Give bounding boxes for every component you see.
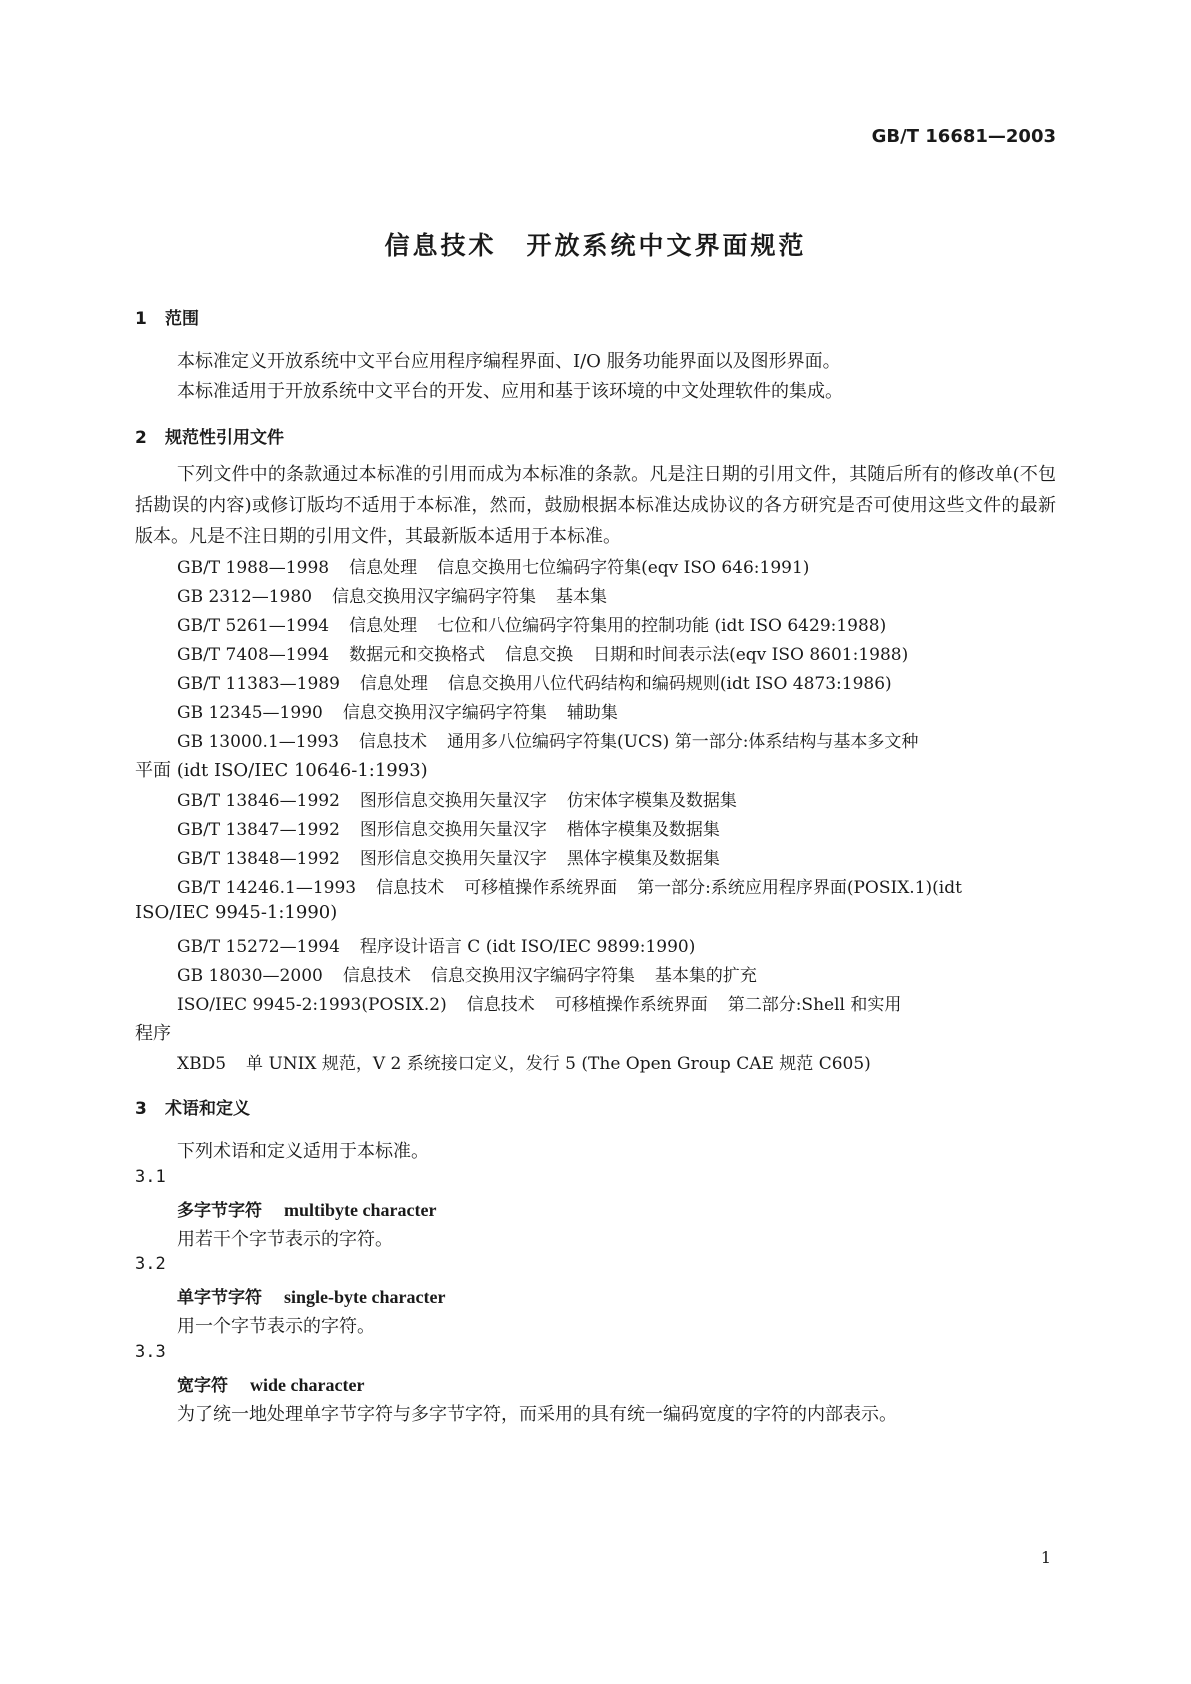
- reference-title: 信息技术: [376, 878, 445, 898]
- term-entry: [177, 1283, 445, 1308]
- page-number: 1: [1040, 1548, 1051, 1567]
- reference-code: GB/T 7408—1994: [177, 645, 330, 665]
- term-number: 3.1: [135, 1167, 166, 1187]
- reference-title: 辅助集: [566, 703, 618, 723]
- term-definition: 用一个字节表示的字符。: [177, 1316, 375, 1337]
- title-part-2: 开放系统中文界面规范: [526, 231, 807, 260]
- section-number: 1: [135, 309, 147, 329]
- reference-title: 通用多八位编码字符集(UCS) 第一部分:体系结构与基本多文种: [447, 732, 919, 752]
- reference-item: [177, 727, 938, 752]
- reference-item: [177, 815, 740, 840]
- section-1-paragraph-1: 本标准定义开放系统中文平台应用程序编程界面、I/O 服务功能界面以及图形界面。: [177, 351, 841, 372]
- section-3-heading: [135, 1094, 250, 1119]
- reference-title: 可移植操作系统界面: [464, 878, 618, 898]
- reference-item: [177, 932, 715, 957]
- reference-title: 日期和时间表示法(eqv ISO 8601:1988): [593, 645, 909, 665]
- reference-title: 信息交换用八位代码结构和编码规则(idt ISO 4873:1986): [447, 674, 892, 694]
- section-title: 规范性引用文件: [165, 428, 284, 448]
- document-title: [0, 226, 1191, 262]
- reference-title: 信息处理: [359, 674, 428, 694]
- reference-code: XBD5: [177, 1054, 227, 1074]
- term-entry: [177, 1371, 364, 1396]
- reference-item: [177, 844, 740, 869]
- section-1-heading: [135, 304, 199, 329]
- reference-title: 信息交换: [505, 645, 574, 665]
- term-english: multibyte character: [284, 1200, 437, 1220]
- reference-code: ISO/IEC 9945-2:1993(POSIX.2): [177, 995, 447, 1015]
- reference-title: 信息处理: [349, 616, 418, 636]
- reference-code: GB 13000.1—1993: [177, 732, 340, 752]
- reference-title: 数据元和交换格式: [349, 645, 486, 665]
- section-title: 术语和定义: [165, 1099, 250, 1119]
- reference-title: 程序设计语言 C (idt ISO/IEC 9899:1990): [359, 937, 696, 957]
- term-english: single-byte character: [284, 1287, 446, 1307]
- reference-code: GB/T 11383—1989: [177, 674, 340, 694]
- reference-title: 图形信息交换用矢量汉字: [359, 820, 547, 840]
- term-chinese: 单字节字符: [177, 1288, 262, 1308]
- reference-item: [177, 611, 906, 636]
- section-title: 范围: [165, 309, 199, 329]
- reference-code: GB/T 1988—1998: [177, 558, 330, 578]
- reference-title: 信息交换用汉字编码字符集: [430, 966, 635, 986]
- reference-title: 信息技术: [342, 966, 411, 986]
- term-english: wide character: [250, 1375, 365, 1395]
- section-3-intro: 下列术语和定义适用于本标准。: [177, 1141, 429, 1162]
- reference-code: GB 12345—1990: [177, 703, 323, 723]
- reference-item: [177, 698, 638, 723]
- reference-title: 基本集: [556, 587, 608, 607]
- reference-continuation: 程序: [135, 1023, 171, 1044]
- reference-code: GB 18030—2000: [177, 966, 323, 986]
- reference-item: [177, 553, 829, 578]
- reference-title: 基本集的扩充: [654, 966, 757, 986]
- standard-number: GB/T 16681—2003: [871, 126, 1056, 147]
- reference-item: [177, 961, 777, 986]
- reference-code: GB/T 13848—1992: [177, 849, 340, 869]
- term-definition: 用若干个字节表示的字符。: [177, 1229, 393, 1250]
- reference-title: 信息交换用汉字编码字符集: [332, 587, 537, 607]
- reference-title: 信息技术: [359, 732, 428, 752]
- section-2-intro: 下列文件中的条款通过本标准的引用而成为本标准的条款。凡是注日期的引用文件，其随后所有的修改单(不包括勘误的内容)或修订版均不适用于本标准，然而，鼓励根据本标准达成协议的各方研究是否可使用这些文件的最新版本。凡是不注日期的引用文件，其最新版本适用于本标准。: [135, 464, 1056, 547]
- reference-item: [177, 1049, 891, 1074]
- reference-code: GB/T 15272—1994: [177, 937, 340, 957]
- reference-item: [177, 582, 627, 607]
- reference-title: 仿宋体字模集及数据集: [566, 791, 737, 811]
- reference-title: 七位和八位编码字符集用的控制功能 (idt ISO 6429:1988): [437, 616, 887, 636]
- section-2-heading: [135, 423, 284, 448]
- reference-title: 信息技术: [466, 995, 535, 1015]
- reference-title: 楷体字模集及数据集: [566, 820, 720, 840]
- reference-code: GB/T 14246.1—1993: [177, 878, 357, 898]
- reference-item: [177, 990, 921, 1015]
- term-number: 3.3: [135, 1342, 166, 1362]
- reference-title: 可移植操作系统界面: [554, 995, 708, 1015]
- reference-item: [177, 873, 982, 898]
- reference-title: 图形信息交换用矢量汉字: [359, 849, 547, 869]
- reference-title: 黑体字模集及数据集: [566, 849, 720, 869]
- reference-title: 第二部分:Shell 和实用: [727, 995, 902, 1015]
- term-definition: 为了统一地处理单字节字符与多字节字符，而采用的具有统一编码宽度的字符的内部表示。: [177, 1404, 897, 1425]
- term-chinese: 多字节字符: [177, 1201, 262, 1221]
- reference-title: 信息处理: [349, 558, 418, 578]
- reference-title: 单 UNIX 规范，V 2 系统接口定义，发行 5 (The Open Group CAE 规范 C605): [246, 1054, 871, 1074]
- reference-code: GB 2312—1980: [177, 587, 313, 607]
- reference-title: 信息交换用汉字编码字符集: [342, 703, 547, 723]
- reference-title: 信息交换用七位编码字符集(eqv ISO 646:1991): [437, 558, 810, 578]
- reference-item: [177, 786, 757, 811]
- title-part-1: 信息技术: [384, 231, 497, 260]
- section-1-paragraph-2: 本标准适用于开放系统中文平台的开发、应用和基于该环境的中文处理软件的集成。: [177, 381, 843, 402]
- reference-continuation: 平面 (idt ISO/IEC 10646-1:1993): [135, 760, 428, 781]
- reference-code: GB/T 5261—1994: [177, 616, 330, 636]
- reference-code: GB/T 13847—1992: [177, 820, 340, 840]
- section-number: 3: [135, 1099, 147, 1119]
- reference-code: GB/T 13846—1992: [177, 791, 340, 811]
- reference-continuation: ISO/IEC 9945-1:1990): [135, 902, 338, 923]
- reference-title: 第一部分:系统应用程序界面(POSIX.1)(idt: [637, 878, 962, 898]
- reference-item: [177, 669, 912, 694]
- term-number: 3.2: [135, 1254, 166, 1274]
- section-number: 2: [135, 428, 147, 448]
- reference-title: 图形信息交换用矢量汉字: [359, 791, 547, 811]
- reference-item: [177, 640, 928, 665]
- term-chinese: 宽字符: [177, 1376, 228, 1396]
- term-entry: [177, 1196, 436, 1221]
